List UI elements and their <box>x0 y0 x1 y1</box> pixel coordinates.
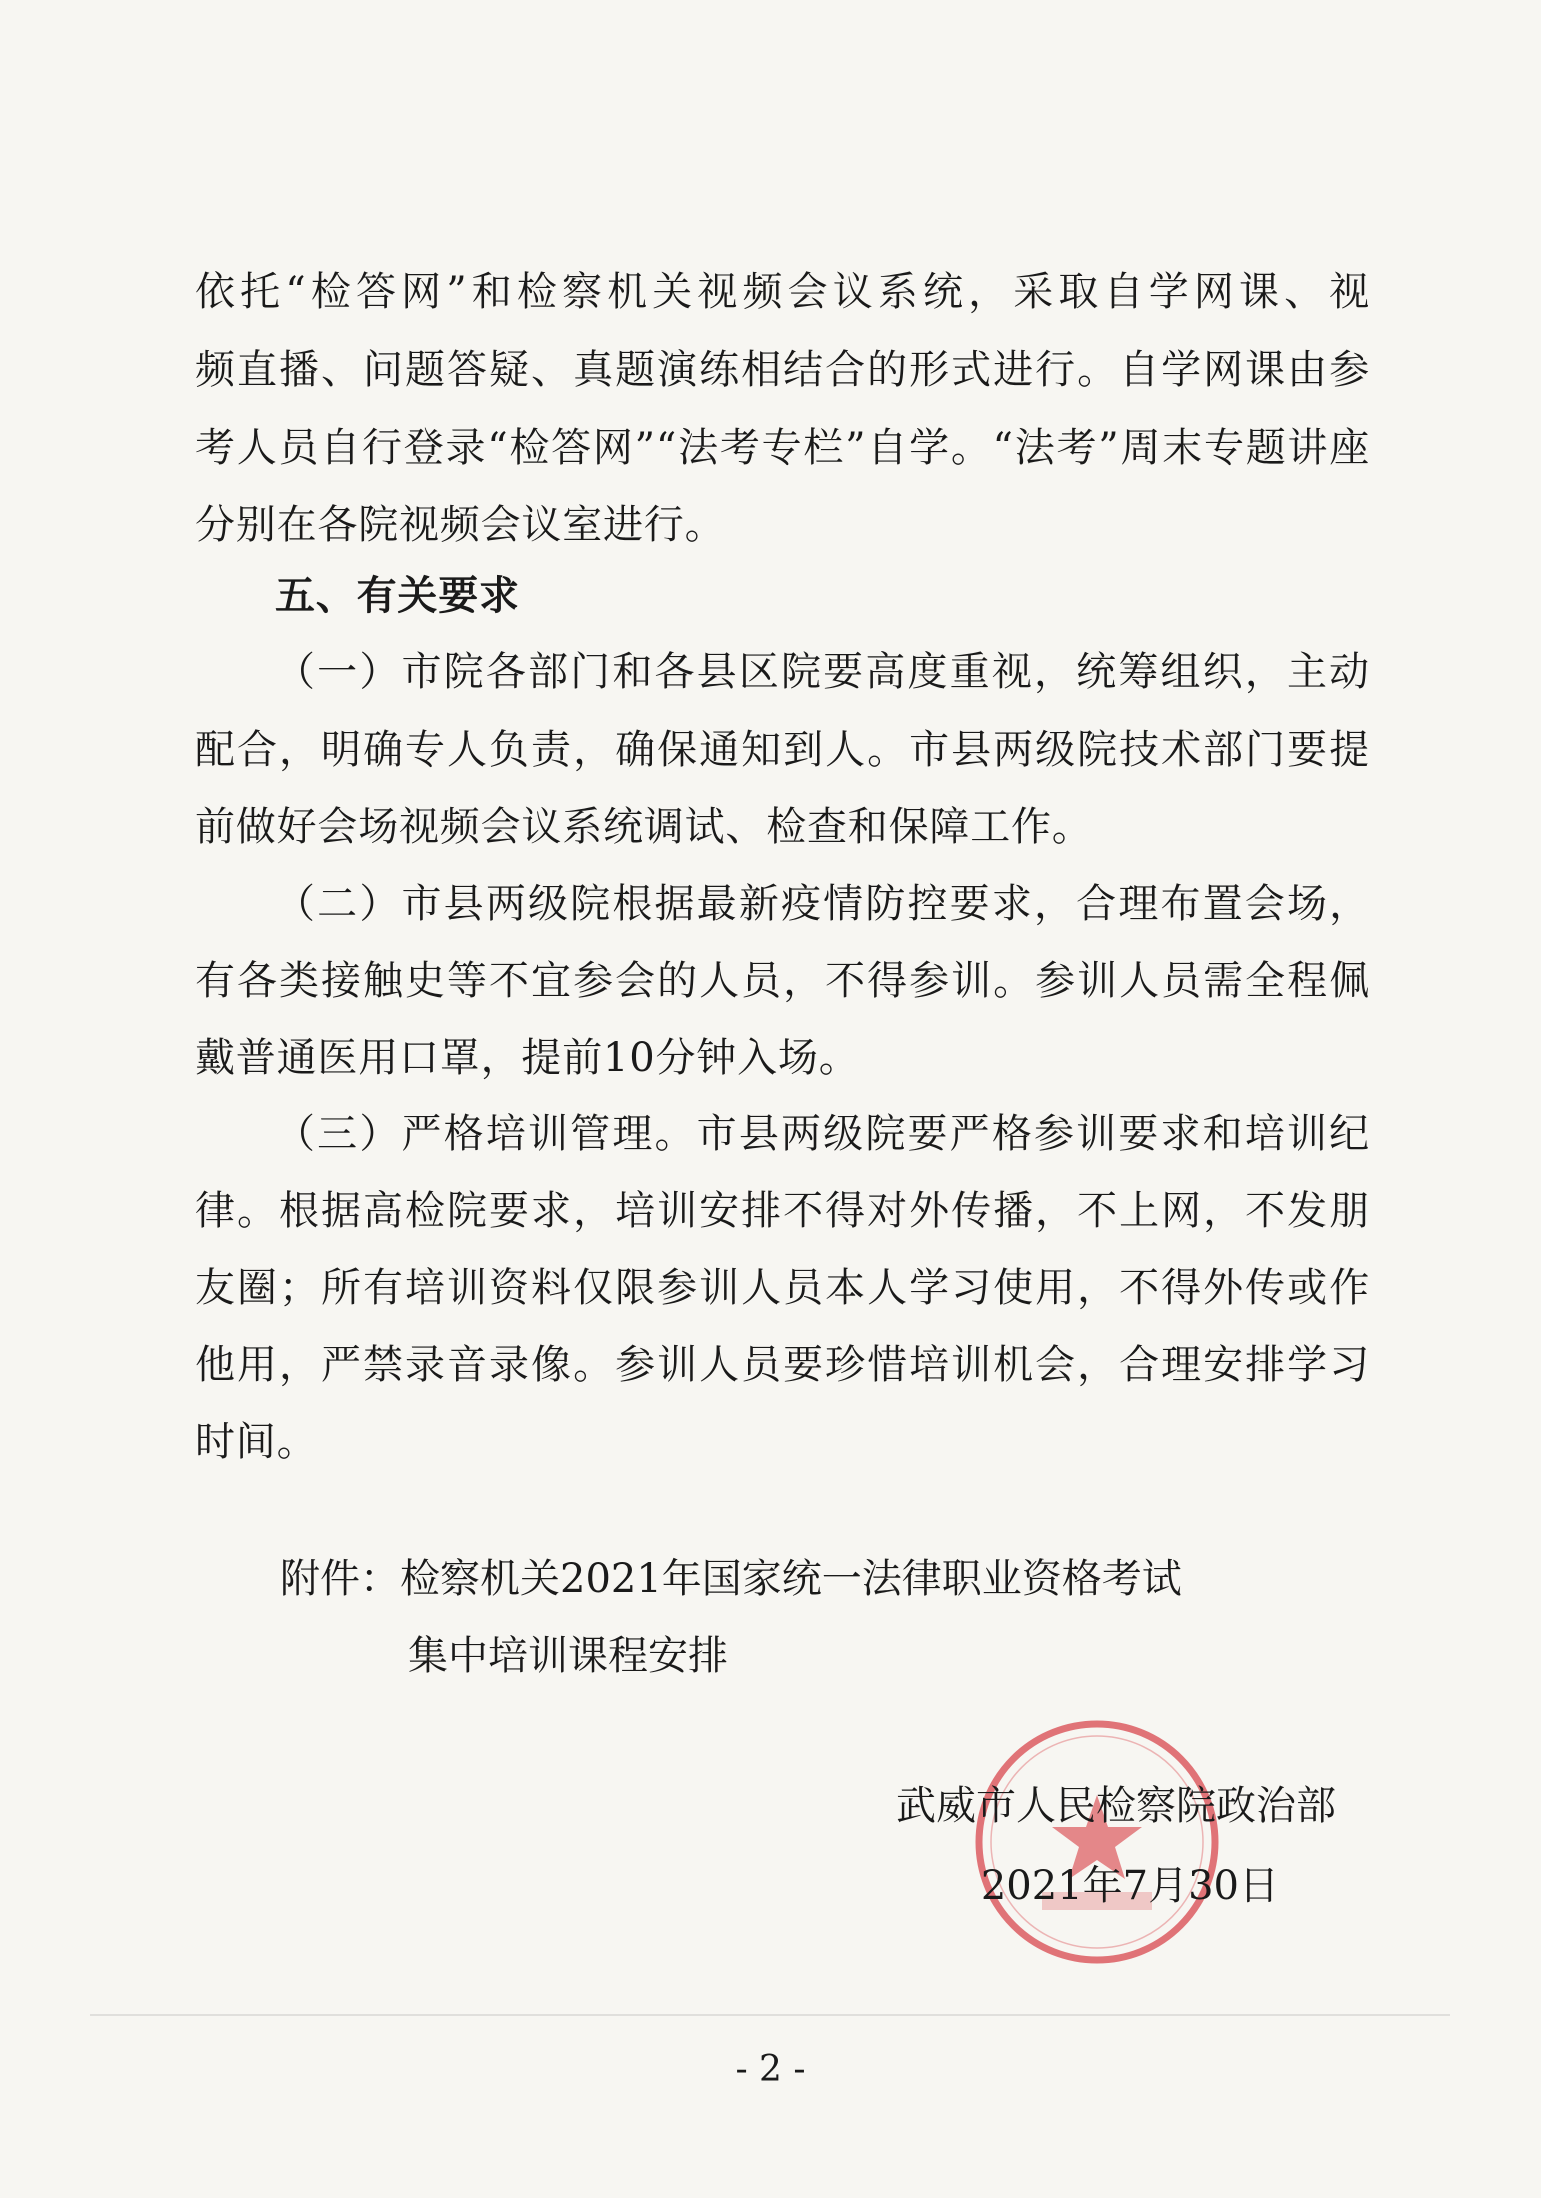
paragraph-line: 考人员自行登录“检答网”“法考专栏”自学。“法考”周末专题讲座 <box>195 425 1370 471</box>
paragraph-line: 频直播、问题答疑、真题演练相结合的形式进行。自学网课由参 <box>195 347 1370 393</box>
section-heading: 五、有关要求 <box>275 572 520 619</box>
paragraph-line: （三）严格培训管理。市县两级院要严格参训要求和培训纪 <box>275 1111 1370 1157</box>
paragraph-line: 友圈；所有培训资料仅限参训人员本人学习使用，不得外传或作 <box>195 1265 1370 1311</box>
paragraph-line: （一）市院各部门和各县区院要高度重视，统筹组织，主动 <box>275 649 1370 695</box>
paragraph-line: （二）市县两级院根据最新疫情防控要求，合理布置会场， <box>275 881 1370 927</box>
paragraph-line: 依托“检答网”和检察机关视频会议系统，采取自学网课、视 <box>195 269 1370 315</box>
paragraph-line: 有各类接触史等不宜参会的人员，不得参训。参训人员需全程佩 <box>195 958 1370 1004</box>
paragraph-line: 配合，明确专人负责，确保通知到人。市县两级院技术部门要提 <box>195 727 1370 773</box>
paragraph-line: 分别在各院视频会议室进行。 <box>195 502 726 548</box>
paragraph-line: 他用，严禁录音录像。参训人员要珍惜培训机会，合理安排学习 <box>195 1342 1370 1388</box>
paragraph-line: 戴普通医用口罩，提前10分钟入场。 <box>195 1035 860 1081</box>
page-number: - 2 - <box>735 2049 806 2090</box>
official-seal-icon <box>972 1717 1222 1967</box>
signature-org: 武威市人民检察院政治部 <box>896 1783 1336 1829</box>
paragraph-line: 前做好会场视频会议系统调试、检查和保障工作。 <box>195 804 1093 850</box>
paragraph-line: 时间。 <box>195 1419 318 1465</box>
signature-date: 2021年7月30日 <box>980 1863 1279 1909</box>
attachment-line-1: 附件：检察机关2021年国家统一法律职业资格考试 <box>280 1556 1182 1602</box>
paragraph-line: 律。根据高检院要求，培训安排不得对外传播，不上网，不发朋 <box>195 1188 1370 1234</box>
attachment-line-2: 集中培训课程安排 <box>408 1633 728 1679</box>
bottom-divider <box>90 2014 1450 2016</box>
